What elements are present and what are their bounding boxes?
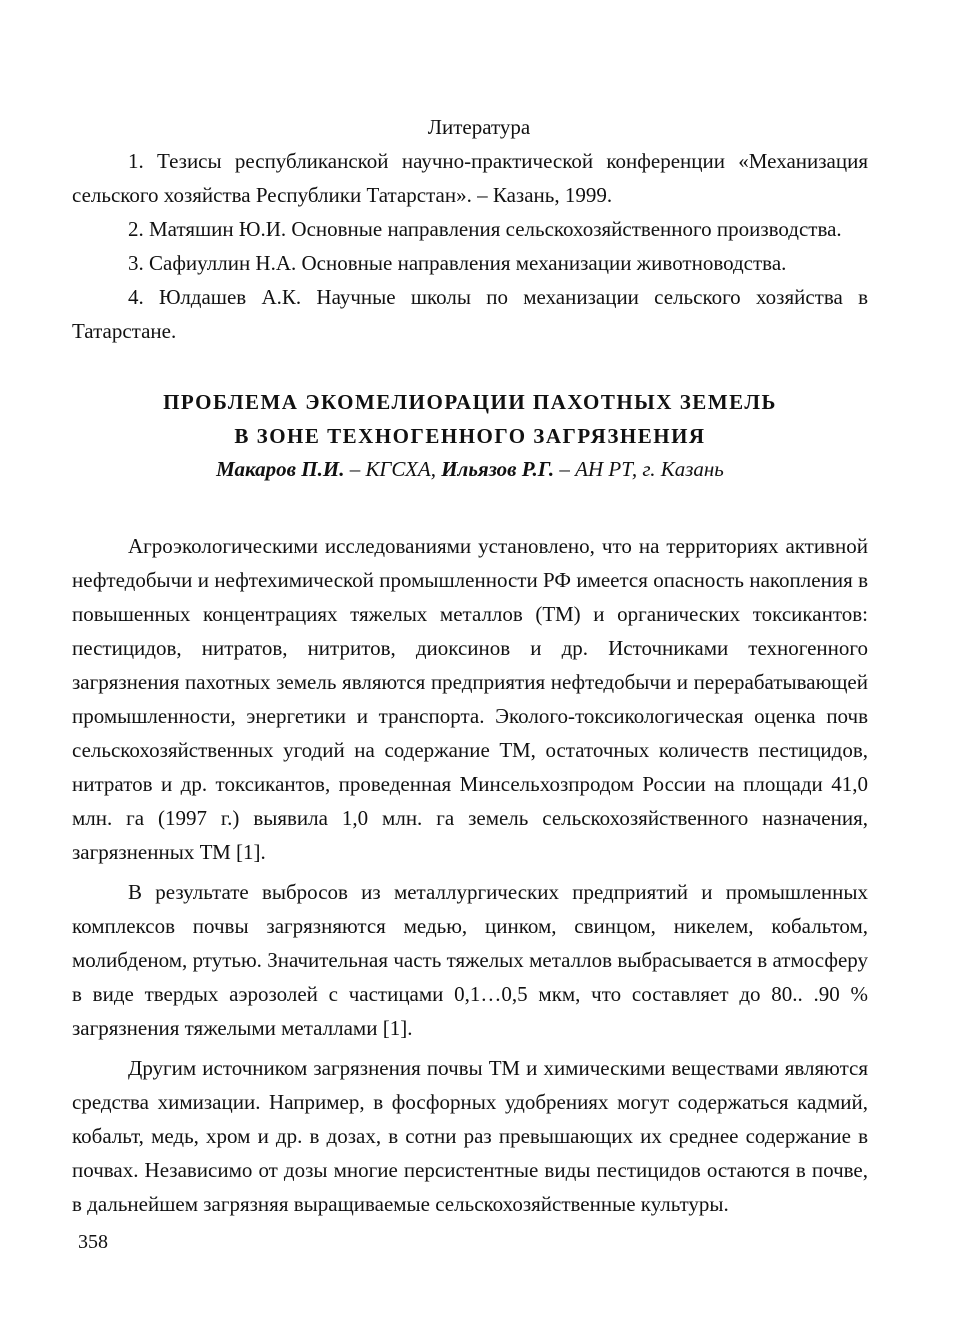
literature-list: [72, 144, 868, 348]
page-number: 358: [78, 1231, 108, 1253]
author-2: Ильязов Р.Г.: [441, 457, 555, 481]
article-title-line-1: ПРОБЛЕМА ЭКОМЕЛИОРАЦИИ ПАХОТНЫХ ЗЕМЕЛЬ: [163, 390, 777, 414]
article-body: [72, 529, 868, 1221]
literature-item-2: 2. Матяшин Ю.И. Основные направления сельскохозяйственного производства.: [128, 217, 842, 241]
article-title-line-2: В ЗОНЕ ТЕХНОГЕННОГО ЗАГРЯЗНЕНИЯ: [234, 424, 706, 448]
document-page: [72, 110, 868, 1227]
literature-heading: Литература: [427, 115, 531, 139]
literature-item-3: 3. Сафиуллин Н.А. Основные направления механизации животноводства.: [128, 251, 787, 275]
author-1: Макаров П.И.: [216, 457, 345, 481]
article-paragraph-3: Другим источником загрязнения почвы ТМ и химическими веществами являются средства химизации. Например, в фосфорных удобрениях могут содержаться кадмий, кобальт, медь, хром и др. в дозах, в сотни раз превышающих их среднее содержание в почвах. Независимо от дозы многие персистентные виды пестицидов остаются в почве, в дальнейшем загрязняя выращиваемые сельскохозяйственные культуры.: [72, 1056, 868, 1216]
literature-item-4: 4. Юлдашев А.К. Научные школы по механизации сельского хозяйства в Татарстане.: [72, 285, 868, 343]
article-title: [72, 385, 868, 453]
article-paragraph-1: Агроэкологическими исследованиями установлено, что на территориях активной нефтедобычи и нефтехимической промышленности РФ имеется опасность накопления в повышенных концентрациях тяжелых металлов (ТМ) и органических токсикантов: пестицидов, нитратов, нитритов, диоксинов и др. Источниками техногенного загрязнения пахотных земель являются предприятия нефтедобычи и перерабатывающей промышленности, энергетики и транспорта. Эколого-токсикологическая оценка почв сельскохозяйственных угодий на содержание ТМ, остаточных количеств пестицидов, нитратов и др. токсикантов, проведенная Минсельхозпродом России на площади 41,0 млн. га (1997 г.) выявила 1,0 млн. га земель сельскохозяйственного назначения, загрязненных ТМ [1].: [72, 534, 868, 864]
affiliation-2: – АН РТ, г. Казань: [554, 457, 724, 481]
affiliation-1: – КГСХА,: [344, 457, 442, 481]
article-paragraph-2: В результате выбросов из металлургических предприятий и промышленных комплексов почвы загрязняются медью, цинком, свинцом, никелем, кобальтом, молибденом, ртутью. Значительная часть тяжелых металлов выбрасывается в атмосферу в виде твердых аэрозолей с частицами 0,1…0,5 мкм, что составляет до 80.. .90 % загрязнения тяжелыми металлами [1].: [72, 880, 868, 1040]
article-authors: [72, 453, 868, 485]
literature-item-1: 1. Тезисы республиканской научно-практической конференции «Механизация сельского хозяйства Республики Татарстан». – Казань, 1999.: [72, 149, 868, 207]
